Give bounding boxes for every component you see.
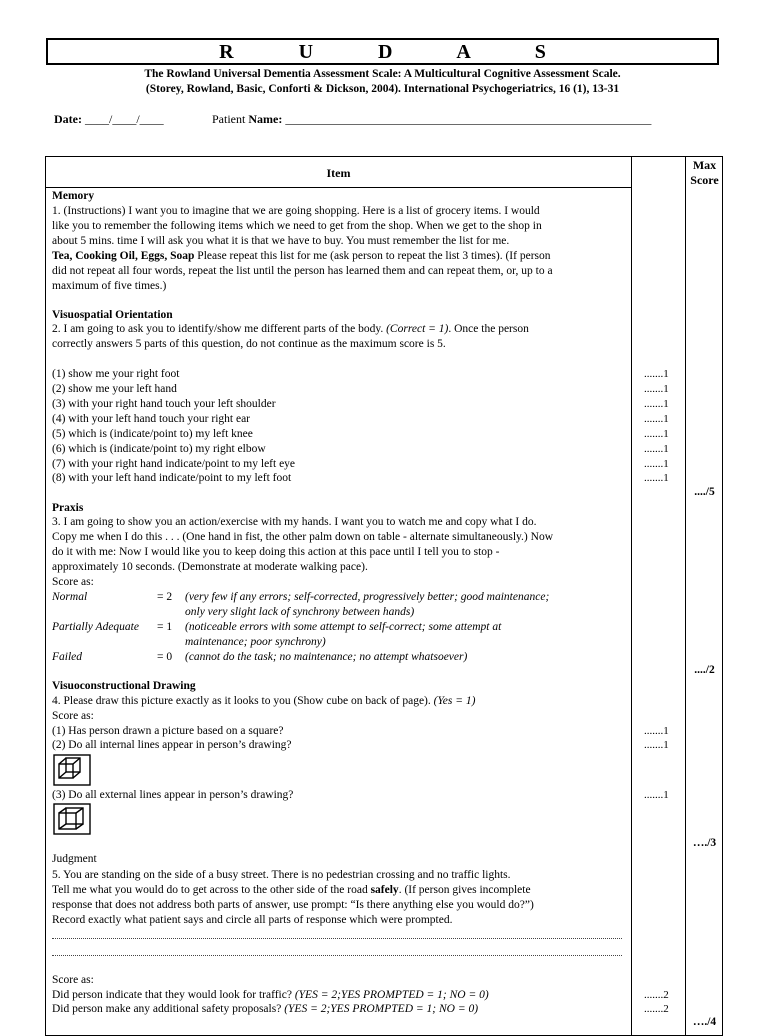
visuospatial-item: (4) with your left hand touch your right ear <box>52 413 250 425</box>
item-score-blank[interactable]: .......1 <box>644 443 669 455</box>
visuospatial-item: (2) show me your left hand <box>52 383 177 395</box>
visuospatial-item: (5) which is (indicate/point to) my left knee <box>52 428 253 440</box>
question-text: Did person make any additional safety proposals? <box>52 1003 285 1015</box>
item-score-blank[interactable]: .......1 <box>644 428 669 440</box>
item-score-blank[interactable]: .......1 <box>644 368 669 380</box>
memory-line: like you to remember the following items which we need to get from the shop. When we get to the shop in <box>52 220 542 232</box>
external-lines-cube-figure <box>53 803 91 835</box>
intro-text: 2. I am going to ask you to identify/show me different parts of the body. <box>52 323 387 335</box>
item-score-blank[interactable]: .......1 <box>644 458 669 470</box>
memory-line: about 5 mins. time I will ask you what it is that we have to buy. You must remember the list for me. <box>52 235 510 247</box>
praxis-max-score[interactable]: ..../2 <box>694 664 715 676</box>
drawing-item: (2) Do all internal lines appear in person’s drawing? <box>52 739 292 751</box>
judgment-text: . (If person gives incomplete <box>398 884 531 896</box>
drawing-score-as: Score as: <box>52 710 94 722</box>
name-label: Name: <box>248 112 283 126</box>
praxis-line: 3. I am going to show you an action/exercise with my hands. I want you to watch me and copy what I do. <box>52 516 537 528</box>
visuospatial-item: (8) with your left hand indicate/point to my left foot <box>52 472 292 484</box>
drawing-intro <box>52 694 475 709</box>
visuospatial-max-score[interactable]: ..../5 <box>694 486 715 498</box>
judgment-max-score[interactable]: …./4 <box>692 1016 717 1028</box>
table-divider-score <box>631 156 632 1036</box>
praxis-heading: Praxis <box>52 502 84 514</box>
max-score-column-header <box>686 158 723 188</box>
praxis-normal-desc: (very few if any errors; self-corrected, progressively better; good maintenance; <box>185 591 550 603</box>
internal-lines-cube-figure <box>53 754 91 786</box>
item-score-blank[interactable]: .......2 <box>644 1003 669 1015</box>
memory-line: maximum of five times.) <box>52 280 167 292</box>
judgment-text: Tell me what you would do to get across to the other side of the road <box>52 884 371 896</box>
item-score-blank[interactable]: .......1 <box>644 725 669 737</box>
document-title: R U D A S <box>46 38 719 65</box>
intro-scoring: (Yes = 1) <box>433 695 476 707</box>
visuospatial-intro <box>52 322 529 337</box>
praxis-normal-desc: only very slight lack of synchrony between hands) <box>185 606 415 618</box>
judgment-question <box>52 1002 478 1017</box>
memory-line: 1. (Instructions) I want you to imagine that we are going shopping. Here is a list of grocery items. I would <box>52 205 540 217</box>
praxis-partial-desc: maintenance; poor synchrony) <box>185 636 326 648</box>
patient-label: Patient <box>212 112 246 126</box>
praxis-partial-eq: = 1 <box>157 621 173 633</box>
drawing-max-score[interactable]: …./3 <box>692 837 717 849</box>
intro-text: . Once the person <box>448 323 529 335</box>
response-line[interactable] <box>52 938 622 939</box>
memory-line: did not repeat all four words, repeat the list until the person has learned them and can repeat them, or, up to a <box>52 265 553 277</box>
praxis-failed-eq: = 0 <box>157 651 173 663</box>
date-blank: ____/____/____ <box>84 112 164 126</box>
item-score-blank[interactable]: .......1 <box>644 472 669 484</box>
item-score-blank[interactable]: .......2 <box>644 989 669 1001</box>
date-label: Date: <box>54 112 82 126</box>
question-scoring: (YES = 2;YES PROMPTED = 1; NO = 0) <box>284 1003 479 1015</box>
judgment-line: 5. You are standing on the side of a busy street. There is no pedestrian crossing and no traffic lights. <box>52 869 511 881</box>
praxis-score-as: Score as: <box>52 576 94 588</box>
visuospatial-item: (7) with your right hand indicate/point to my left eye <box>52 458 296 470</box>
judgment-line: Record exactly what patient says and circle all parts of response which were prompted. <box>52 914 453 926</box>
visuospatial-item: (1) show me your right foot <box>52 368 180 380</box>
judgment-heading: Judgment <box>52 853 97 865</box>
name-blank: _____________________________________________________________ <box>285 112 652 126</box>
date-field[interactable] <box>54 112 164 127</box>
question-text: Did person indicate that they would look for traffic? <box>52 989 295 1001</box>
response-line[interactable] <box>52 955 622 956</box>
memory-items-rest: Please repeat this list for me (ask person to repeat the list 3 times). (If person <box>194 250 551 262</box>
praxis-partial-desc: (noticeable errors with some attempt to self-correct; some attempt at <box>185 621 502 633</box>
drawing-heading: Visuoconstructional Drawing <box>52 680 196 692</box>
subtitle-line-2: (Storey, Rowland, Basic, Conforti & Dickson, 2004). International Psychogeriatrics, 16 (1), 13-31 <box>145 83 620 95</box>
praxis-normal-label: Normal <box>52 591 88 603</box>
item-score-blank[interactable]: .......1 <box>644 739 669 751</box>
judgment-question <box>52 988 489 1003</box>
praxis-normal-eq: = 2 <box>157 591 173 603</box>
item-column-header: Item <box>326 166 351 180</box>
praxis-failed-label: Failed <box>52 651 83 663</box>
max-header-line-1: Max <box>692 158 717 172</box>
item-score-blank[interactable]: .......1 <box>644 398 669 410</box>
visuospatial-item: (6) which is (indicate/point to) my right elbow <box>52 443 266 455</box>
praxis-failed-desc: (cannot do the task; no maintenance; no attempt whatsoever) <box>185 651 468 663</box>
memory-heading: Memory <box>52 190 95 202</box>
visuospatial-item: (3) with your right hand touch your left shoulder <box>52 398 276 410</box>
judgment-safely: safely <box>370 884 399 896</box>
praxis-line: approximately 10 seconds. (Demonstrate at moderate walking pace). <box>52 561 368 573</box>
judgment-score-as: Score as: <box>52 974 94 986</box>
max-header-line-2: Score <box>690 173 719 187</box>
intro-scoring: (Correct = 1) <box>386 323 449 335</box>
drawing-item: (1) Has person drawn a picture based on a square? <box>52 725 284 737</box>
patient-name-field[interactable] <box>212 112 651 127</box>
table-header-rule <box>45 187 632 188</box>
praxis-line: do it with me: Now I would like you to keep doing this action at this pace until I tell you to stop - <box>52 546 500 558</box>
grocery-items: Tea, Cooking Oil, Eggs, Soap <box>52 250 195 262</box>
subtitle-line-1: The Rowland Universal Dementia Assessment Scale: A Multicultural Cognitive Assessment Scale. <box>144 68 621 80</box>
intro-text: 4. Please draw this picture exactly as it looks to you (Show cube on back of page). <box>52 695 434 707</box>
drawing-item: (3) Do all external lines appear in person’s drawing? <box>52 789 294 801</box>
item-score-blank[interactable]: .......1 <box>644 413 669 425</box>
memory-items-line <box>52 249 551 264</box>
question-scoring: (YES = 2;YES PROMPTED = 1; NO = 0) <box>294 989 489 1001</box>
visuospatial-heading: Visuospatial Orientation <box>52 309 173 321</box>
visuospatial-intro-2: correctly answers 5 parts of this question, do not continue as the maximum score is 5. <box>52 338 446 350</box>
judgment-line <box>52 883 531 898</box>
praxis-partial-label: Partially Adequate <box>52 621 139 633</box>
judgment-line: response that does not address both parts of answer, use prompt: “Is there anything else you would do?”) <box>52 899 534 911</box>
item-score-blank[interactable]: .......1 <box>644 383 669 395</box>
item-score-blank[interactable]: .......1 <box>644 789 669 801</box>
praxis-line: Copy me when I do this . . . (One hand in fist, the other palm down on table - alternate simultaneously.) Now <box>52 531 553 543</box>
table-divider-max <box>685 156 686 1036</box>
